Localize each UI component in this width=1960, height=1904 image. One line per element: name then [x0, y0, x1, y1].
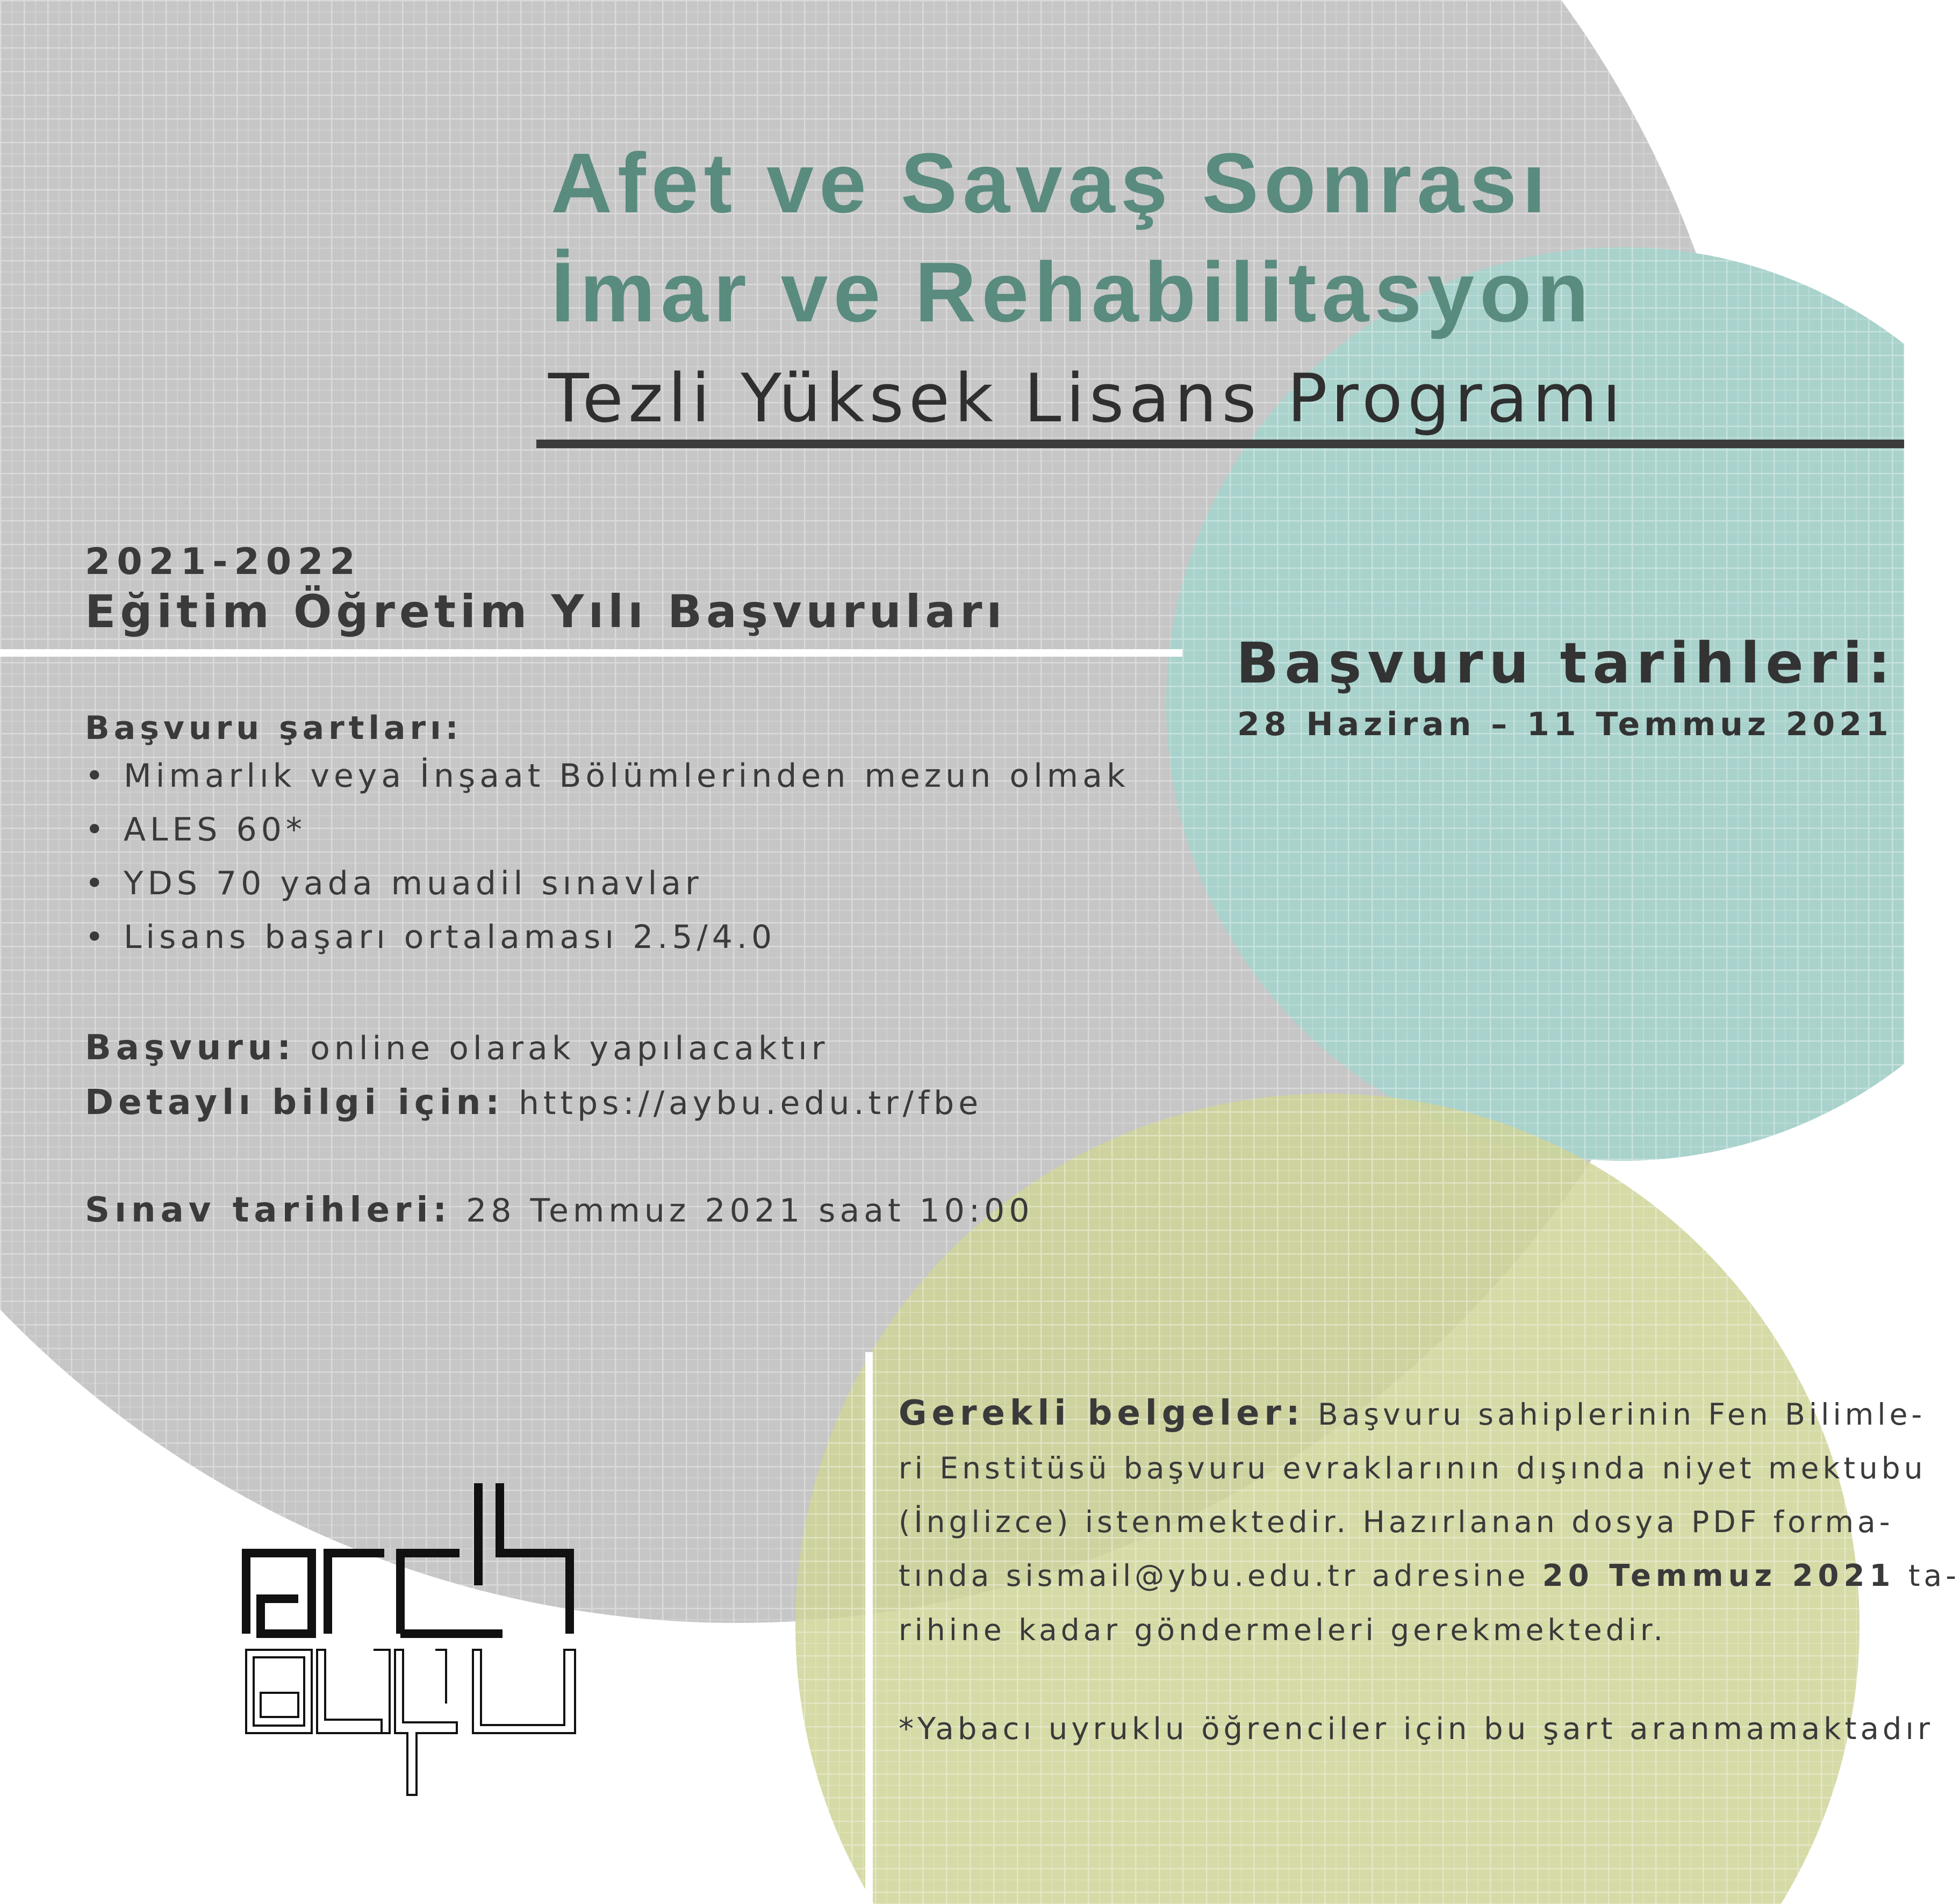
requirements-heading: Başvuru şartları: — [85, 709, 463, 747]
documents-label: Gerekli belgeler: — [899, 1393, 1305, 1433]
title-line-1: Afet ve Savaş Sonrası — [551, 136, 1552, 231]
details-link[interactable]: https://aybu.edu.tr/fbe — [518, 1084, 983, 1122]
section-divider — [0, 649, 1182, 657]
documents-block — [899, 1386, 1960, 1657]
documents-divider — [865, 1352, 873, 1904]
exam-row — [85, 1190, 1034, 1230]
documents-text-4b: ta- — [1908, 1558, 1960, 1593]
arch-aybu-logo-icon — [242, 1478, 580, 1800]
exam-label: Sınav tarihleri: — [85, 1190, 452, 1230]
list-item: • YDS 70 yada muadil sınavlar — [85, 864, 1130, 918]
title-divider — [536, 440, 1904, 448]
list-item: • ALES 60* — [85, 810, 1130, 864]
details-row — [85, 1083, 983, 1123]
application-value: online olarak yapılacaktır — [310, 1030, 829, 1067]
title-line-2: İmar ve Rehabilitasyon — [551, 245, 1595, 340]
application-label: Başvuru: — [85, 1028, 296, 1068]
details-label: Detaylı bilgi için: — [85, 1083, 504, 1123]
exam-value: 28 Temmuz 2021 saat 10:00 — [466, 1192, 1034, 1230]
application-dates-heading: Başvuru tarihleri: — [1236, 630, 1897, 696]
academic-year: 2021-2022 — [85, 541, 362, 583]
documents-text-5: rihine kadar göndermeleri gerekmektedir. — [899, 1613, 1667, 1647]
academic-year-label: Eğitim Öğretim Yılı Başvuruları — [85, 585, 1007, 638]
documents-text-4: tında sismail@ybu.edu.tr adresine — [899, 1558, 1530, 1593]
list-item: • Mimarlık veya İnşaat Bölümlerinden mezun olmak — [85, 757, 1130, 810]
documents-text-3: (İnglizce) istenmektedir. Hazırlanan dosya PDF forma- — [899, 1505, 1894, 1539]
documents-text-2: ri Enstitüsü başvuru evraklarının dışında niyet mektubu — [899, 1451, 1927, 1485]
documents-deadline: 20 Temmuz 2021 — [1542, 1558, 1896, 1593]
footnote: *Yabacı uyruklu öğrenciler için bu şart aranmamaktadır — [899, 1712, 1934, 1747]
application-row — [85, 1028, 829, 1068]
application-dates-value: 28 Haziran – 11 Temmuz 2021 — [1237, 706, 1893, 743]
list-item: • Lisans başarı ortalaması 2.5/4.0 — [85, 918, 1130, 972]
documents-text-1: Başvuru sahiplerinin Fen Bilimle- — [1317, 1397, 1926, 1432]
program-subtitle: Tezli Yüksek Lisans Programı — [548, 360, 1626, 437]
requirements-list — [85, 757, 1130, 972]
